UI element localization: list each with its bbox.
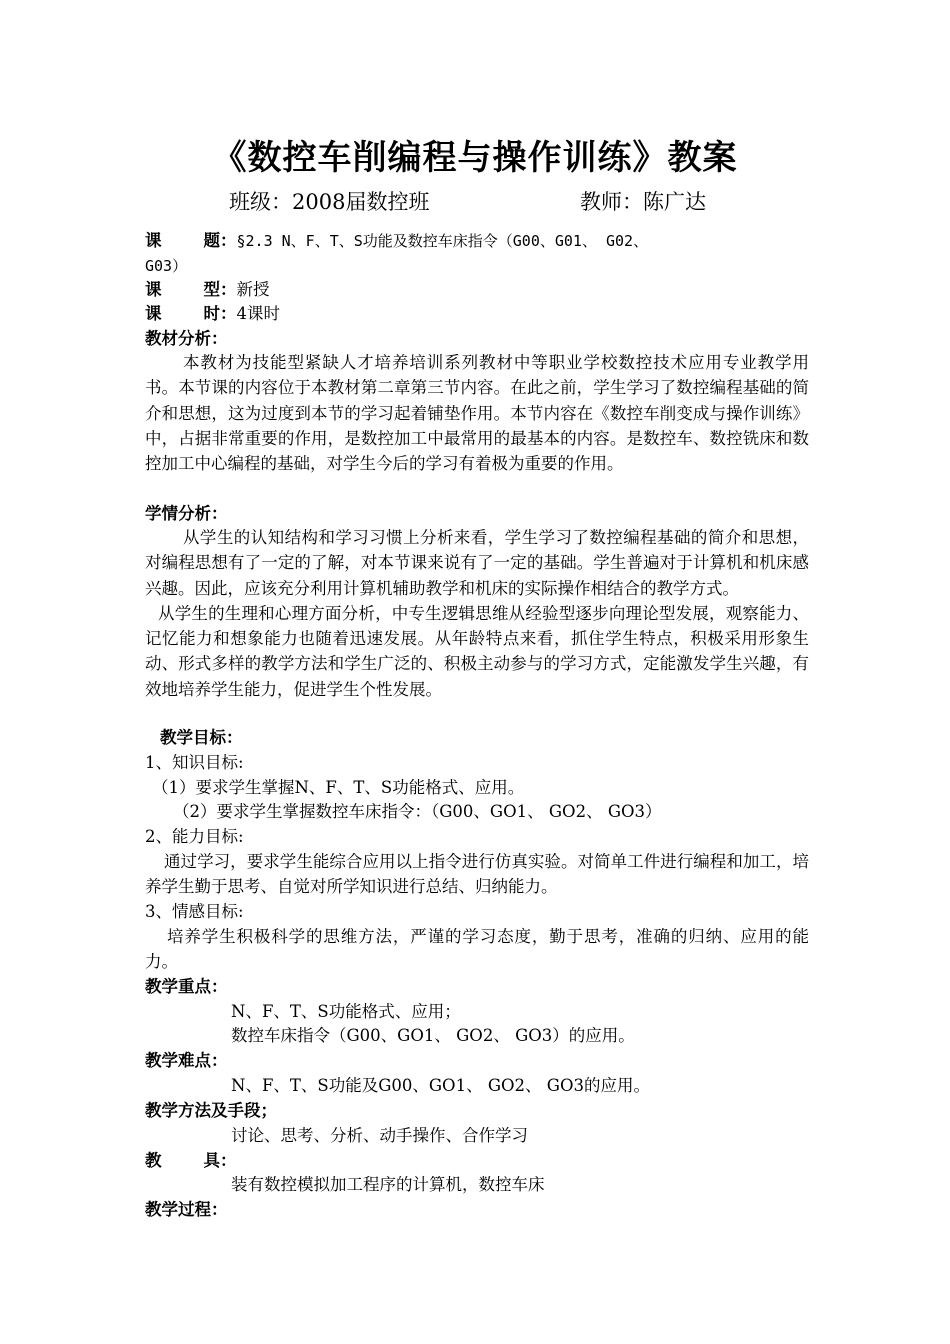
topic-label-b: 题： <box>203 231 237 250</box>
lesson-type-label-b: 型： <box>203 280 237 299</box>
student-analysis-section <box>145 525 809 702</box>
objectives-heading: 教学目标： <box>160 728 243 747</box>
process-heading: 教学过程： <box>145 1200 228 1219</box>
knowledge-item-1: （1）要求学生掌握N、F、T、S功能格式、应用。 <box>152 778 525 797</box>
class-info: 班级：2008届数控班 <box>229 190 430 214</box>
emotion-text: 培养学生积极科学的思维方法，严谨的学习态度，勤于思考，准确的归纳、应用的能力。 <box>145 927 809 972</box>
emotion-heading: 3、情感目标: <box>145 902 244 921</box>
ability-section <box>145 849 809 900</box>
lesson-type-label-a: 课 <box>145 280 162 299</box>
emotion-section <box>145 924 809 975</box>
lesson-type-row <box>145 277 815 302</box>
student-analysis-para1: 从学生的认知结构和学习习惯上分析来看，学生学习了数控编程基础的简介和思想，对编程思想有了一定的了解，对本节课来说有了一定的基础。学生普遍对于计算机和机床感兴趣。因此，应该充分利用计算机辅助教学和机床的实际操作相结合的教学方式。 <box>145 528 809 598</box>
student-analysis-heading: 学情分析： <box>145 504 228 523</box>
tools-row <box>145 1148 815 1173</box>
material-analysis-text: 本教材为技能型紧缺人才培养培训系列教材中等职业学校数控技术应用专业教学用书。本节课的内容位于本教材第二章第三节内容。在此之前，学生学习了数控编程基础的简介和思想，这为过度到本节的学习起着铺垫作用。本节内容在《数控车削变成与操作训练》中，占据非常重要的作用，是数控加工中最常用的最基本的内容。是数控车、数控铣床和数控加工中心编程的基础，对学生今后的学习有着极为重要的作用。 <box>145 353 809 474</box>
knowledge-item-2: （2）要求学生掌握数控车床指令：（G00、GO1、 GO2、 GO3） <box>173 802 662 821</box>
knowledge-heading: 1、知识目标: <box>145 753 244 772</box>
material-analysis-heading: 教材分析： <box>145 329 228 348</box>
topic-text-line2: G03） <box>145 257 188 275</box>
tools-label-a: 教 <box>145 1151 162 1170</box>
methods-heading: 教学方法及手段； <box>145 1101 277 1120</box>
lesson-hours-label-b: 时： <box>203 304 237 323</box>
tools-label-b: 具： <box>203 1151 237 1170</box>
difficulties-heading: 教学难点： <box>145 1051 228 1070</box>
topic-row <box>145 228 815 254</box>
lesson-hours-label-a: 课 <box>145 304 162 323</box>
topic-label-a: 课 <box>145 231 162 250</box>
key-point-item-2: 数控车床指令（G00、GO1、 GO2、 GO3）的应用。 <box>231 1026 635 1045</box>
key-point-item-1: N、F、T、S功能格式、应用； <box>231 1002 461 1021</box>
tools-item-1: 装有数控模拟加工程序的计算机，数控车床 <box>231 1175 545 1194</box>
topic-row-2 <box>145 253 815 279</box>
methods-item-1: 讨论、思考、分析、动手操作、合作学习 <box>231 1126 528 1145</box>
document-title: 《数控车削编程与操作训练》教案 <box>212 138 738 178</box>
material-analysis-section <box>145 350 809 476</box>
key-points-heading: 教学重点： <box>145 977 228 996</box>
lesson-type-value: 新授 <box>236 280 270 299</box>
topic-text-line1: §2.3 N、F、T、S功能及数控车床指令（G00、G01、 G02、 <box>236 232 649 250</box>
student-analysis-para2: 从学生的生理和心理方面分析，中专生逻辑思维从经验型逐步向理论型发展，观察能力、记忆能力和想象能力也随着迅速发展。从年龄特点来看，抓住学生特点，积极采用形象生动、形式多样的教学方法和学生广泛的、积极主动参与的学习方式，定能激发学生兴趣，有效地培养学生能力，促进学生个性发展。 <box>145 603 809 699</box>
teacher-info: 教师：陈广达 <box>580 190 706 214</box>
ability-heading: 2、能力目标: <box>145 827 244 846</box>
ability-text: 通过学习，要求学生能综合应用以上指令进行仿真实验。对简单工件进行编程和加工，培养学生勤于思考、自觉对所学知识进行总结、归纳能力。 <box>145 852 809 897</box>
difficulty-item-1: N、F、T、S功能及G00、GO1、 GO2、 GO3的应用。 <box>231 1076 650 1095</box>
lesson-hours-row <box>145 301 815 326</box>
lesson-hours-value: 4课时 <box>236 304 280 323</box>
